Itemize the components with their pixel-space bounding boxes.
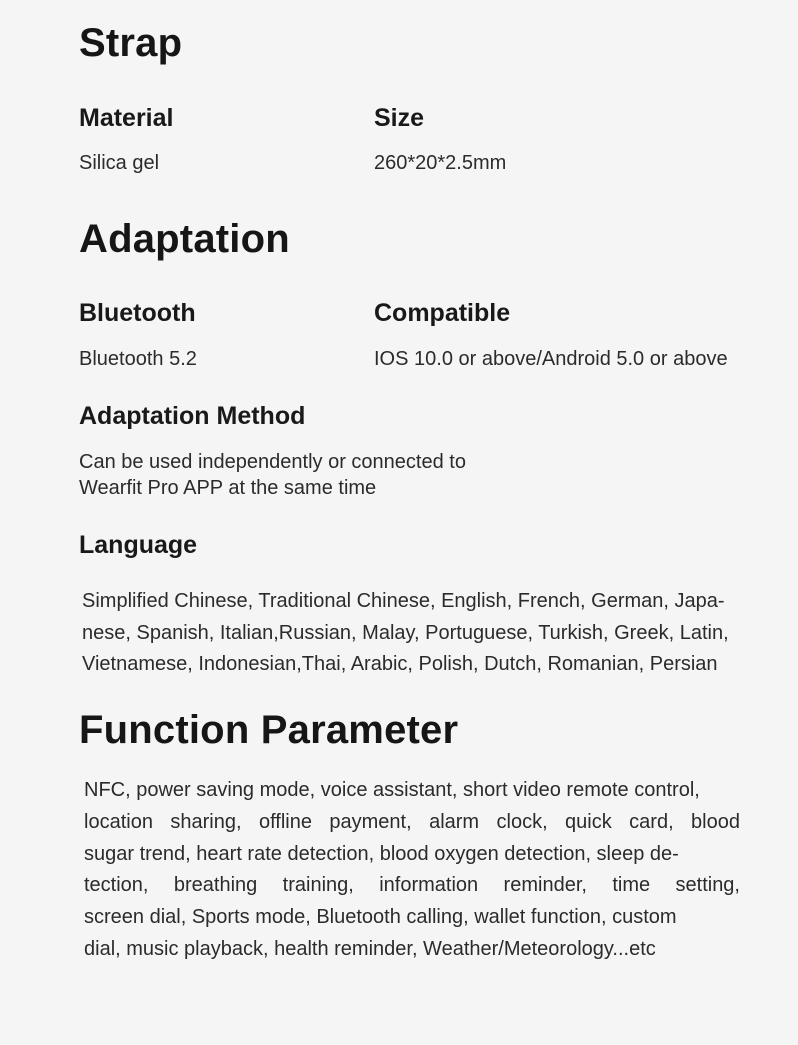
compatible-value: IOS 10.0 or above/Android 5.0 or above [374,348,728,370]
function-line: dial, music playback, health reminder, Weather/Meteorology...etc [84,937,656,960]
language-line: Vietnamese, Indonesian,Thai, Arabic, Polish, Dutch, Romanian, Persian [82,653,718,675]
adaptation-method-label: Adaptation Method [79,402,306,430]
function-line: sugar trend, heart rate detection, blood oxygen detection, sleep de- [84,842,679,865]
language-list [82,586,772,681]
size-label: Size [374,104,425,132]
compatible-label: Compatible [374,299,511,327]
method-line: Wearfit Pro APP at the same time [79,477,377,499]
function-line: NFC, power saving mode, voice assistant, short video remote control, [84,779,700,801]
adaptation-heading: Adaptation [79,217,290,261]
strap-heading: Strap [79,21,183,65]
function-parameter-heading: Function Parameter [79,708,459,752]
language-line: Simplified Chinese, Traditional Chinese, English, French, German, Japa- [82,590,725,612]
method-line: Can be used independently or connected to [79,451,466,473]
language-label: Language [79,531,198,559]
size-value: 260*20*2.5mm [374,152,507,174]
function-parameter-list [84,775,740,966]
function-line: screen dial, Sports mode, Bluetooth calling, wallet function, custom [84,906,677,929]
material-label: Material [79,104,174,132]
adaptation-method-text [79,449,519,501]
bluetooth-value: Bluetooth 5.2 [79,348,197,370]
function-line: tection, breathing training, information reminder, time setting, [84,874,740,897]
function-line: location sharing, offline payment, alarm clock, quick card, blood [84,810,740,833]
bluetooth-label: Bluetooth [79,299,196,327]
material-value: Silica gel [79,152,160,174]
language-line: nese, Spanish, Italian,Russian, Malay, Portuguese, Turkish, Greek, Latin, [82,621,729,644]
